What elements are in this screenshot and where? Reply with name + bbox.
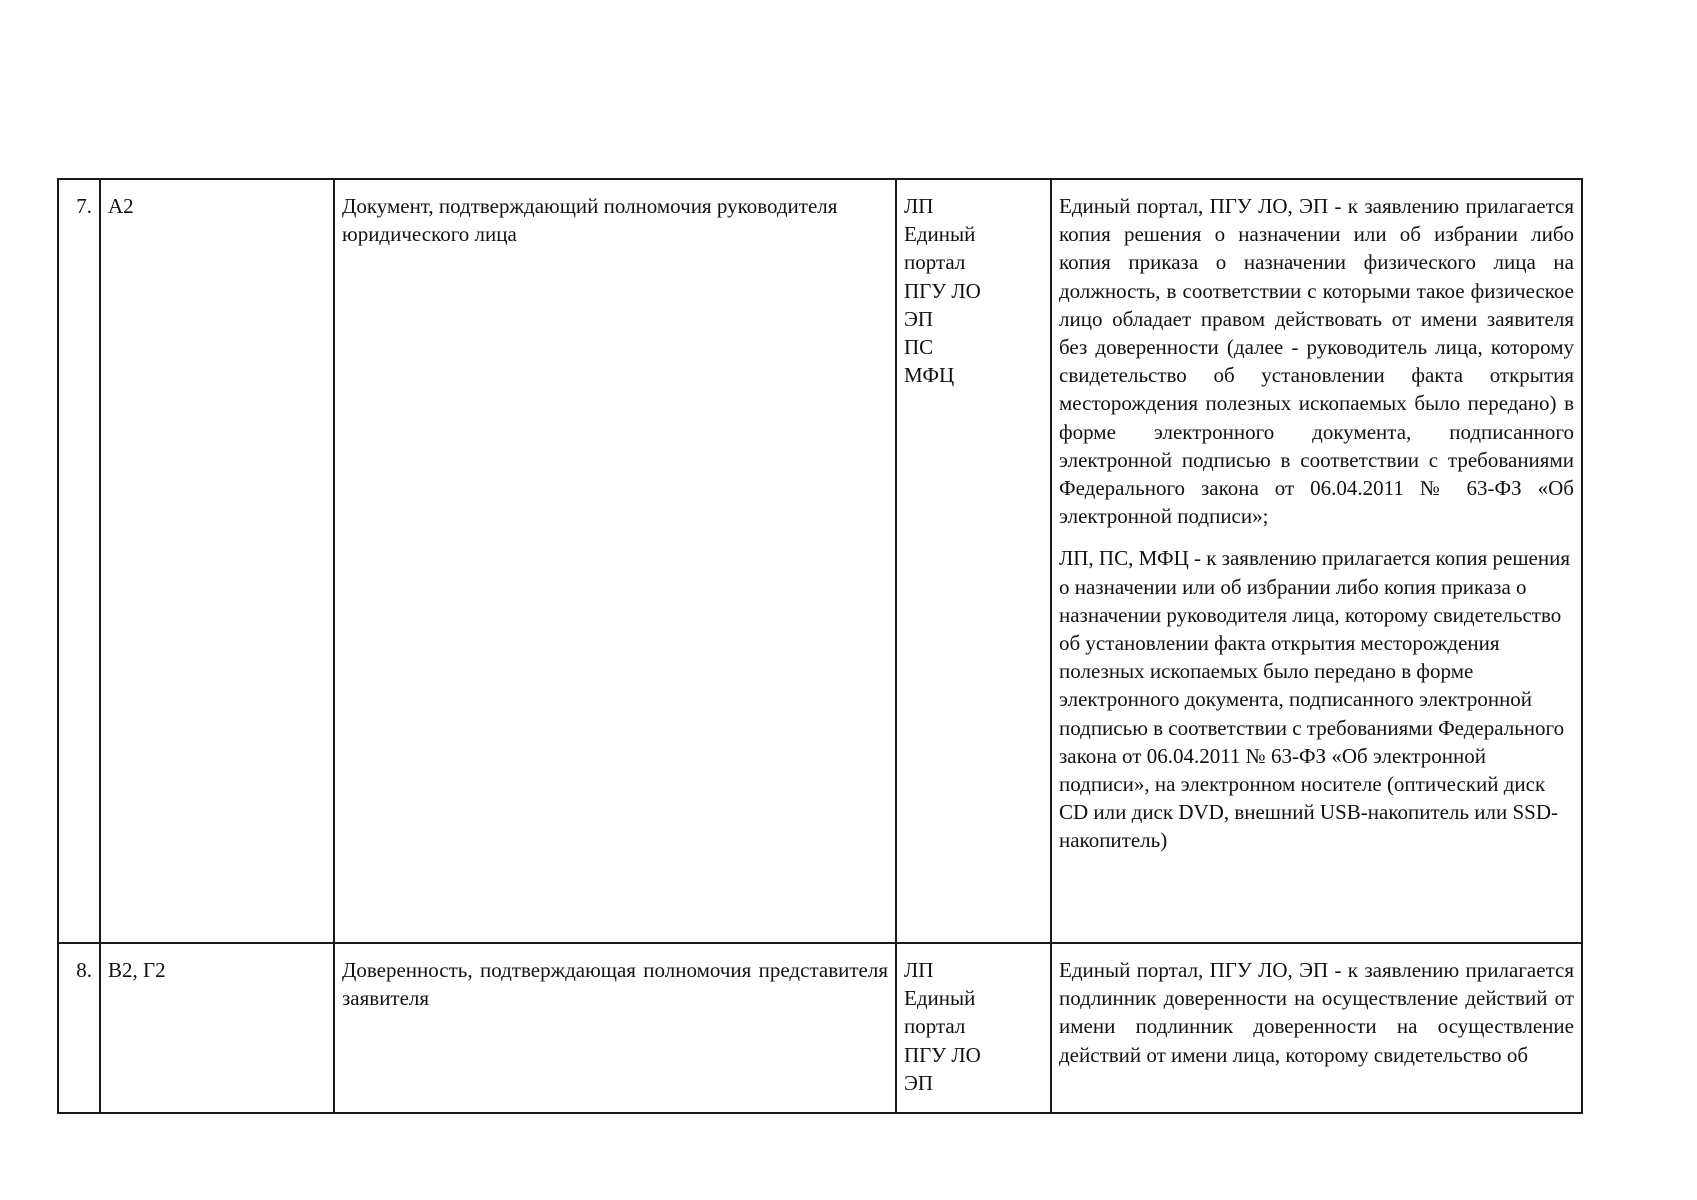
table-row bbox=[58, 943, 1582, 1113]
description-electronic: Единый портал, ПГУ ЛО, ЭП - к заявлению прилагается подлинник доверенности на осуществление действий от имени подлинник доверенности на осуществление действий от имени лица, которому свидетельство об bbox=[1059, 958, 1574, 1067]
document-name: Доверенность, подтверждающая полномочия представителя заявителя bbox=[334, 943, 896, 1113]
table-row bbox=[58, 179, 1582, 943]
documents-table bbox=[57, 178, 1583, 1114]
row-number: 7. bbox=[58, 179, 100, 943]
row-code: В2, Г2 bbox=[100, 943, 334, 1113]
submission-channels: ЛП Единый портал ПГУ ЛО ЭП bbox=[896, 943, 1051, 1113]
description-cell bbox=[1051, 179, 1582, 943]
row-code: А2 bbox=[100, 179, 334, 943]
description-cell bbox=[1051, 943, 1582, 1113]
description-electronic: Единый портал, ПГУ ЛО, ЭП - к заявлению прилагается копия решения о назначении или об избрании либо копия приказа о назначении физического лица на должность, в соответствии с которыми такое физическое лицо обладает правом действовать от имени заявителя без доверенности (далее - руководитель лица, которому свидетельство об установлении факта открытия месторождения полезных ископаемых было передано) в форме электронного документа, подписанного электронной подписью в соответствии с требованиями Федерального закона от 06.04.2011 № 63-ФЗ «Об электронной подписи»; bbox=[1059, 194, 1574, 529]
row-number: 8. bbox=[58, 943, 100, 1113]
description-paper: ЛП, ПС, МФЦ - к заявлению прилагается копия решения о назначении или об избрании либо копия приказа о назначении руководителя лица, которому свидетельство об установлении факта открытия месторождения полезных ископаемых было передано в форме электронного документа, подписанного электронной подписью в соответствии с требованиями Федерального закона от 06.04.2011 № 63-ФЗ «Об электронной подписи», на электронном носителе (оптический диск CD или диск DVD, внешний USB-накопитель или SSD-накопитель) bbox=[1059, 546, 1570, 853]
document-name: Документ, подтверждающий полномочия руководителя юридического лица bbox=[334, 179, 896, 943]
submission-channels: ЛП Единый портал ПГУ ЛО ЭП ПС МФЦ bbox=[896, 179, 1051, 943]
